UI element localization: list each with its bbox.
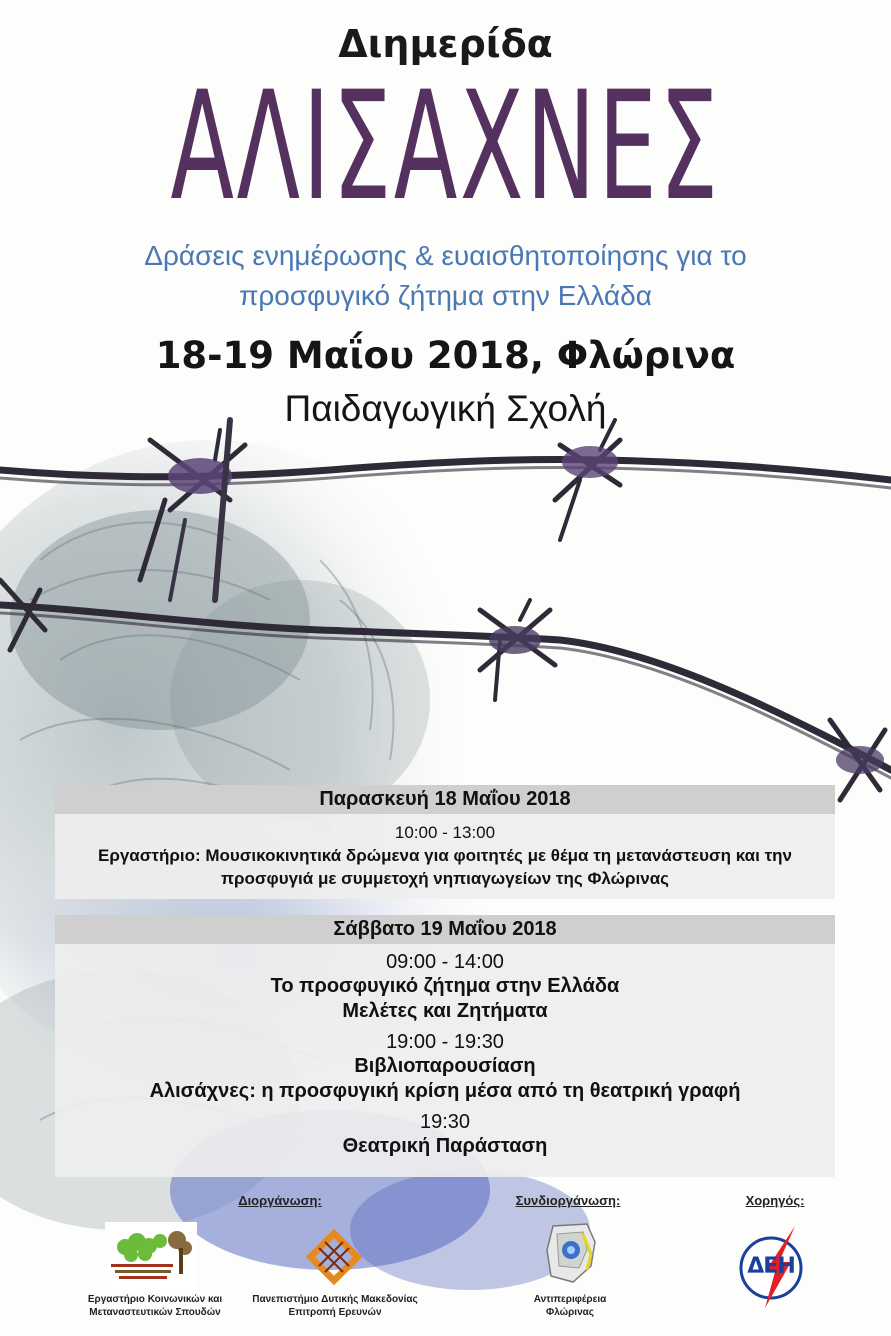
- day1-line-2: προσφυγιά με συμμετοχή νηπιαγωγείων της Φλώρινας: [220, 869, 670, 888]
- event-title: ΑΛΙΣΑΧΝΕΣ: [170, 60, 721, 234]
- region-caption: [500, 1293, 640, 1319]
- lab-caption: [75, 1293, 235, 1319]
- session3-time: 19:30: [419, 1111, 471, 1133]
- coorganizer-label: Συνδιοργάνωση:: [515, 1193, 621, 1208]
- day1-body: [55, 814, 835, 899]
- subtitle-line-2: προσφυγικό ζήτημα στην Ελλάδα: [239, 280, 652, 311]
- lab-caption-line-1: Εργαστήριο Κοινωνικών και: [87, 1294, 223, 1305]
- event-subtitle: [0, 236, 891, 316]
- knot-icon: [305, 1228, 363, 1286]
- university-caption-line-2: Επιτροπή Ερευνών: [288, 1307, 382, 1318]
- session3-line-1: Θεατρική Παράσταση: [342, 1135, 548, 1157]
- session1-line-2: Μελέτες και Ζητήματα: [342, 1000, 548, 1022]
- day1-line-1: Εργαστήριο: Μουσικοκινητικά δρώμενα για φοιτητές με θέμα τη μετανάστευση και την: [97, 846, 792, 865]
- subtitle-line-1: Δράσεις ενημέρωσης & ευαισθητοποίησης για το: [144, 240, 747, 271]
- organizer-label: Διοργάνωση:: [238, 1193, 322, 1208]
- day2-schedule: [55, 915, 835, 1177]
- university-caption-line-1: Πανεπιστήμιο Δυτικής Μακεδονίας: [252, 1294, 418, 1305]
- session1-line-1: Το προσφυγικό ζήτημα στην Ελλάδα: [270, 975, 620, 997]
- event-type: Διημερίδα: [338, 22, 553, 66]
- session1-time: 09:00 - 14:00: [386, 951, 504, 973]
- map-icon: [543, 1220, 599, 1286]
- event-dates: 18-19 Μαΐου 2018, Φλώρινα: [155, 334, 736, 377]
- event-venue: Παιδαγωγική Σχολή: [284, 388, 607, 429]
- sponsor-logo: [735, 1222, 813, 1312]
- day1-schedule: [55, 785, 835, 899]
- session2-line-1: Βιβλιοπαρουσίαση: [354, 1055, 536, 1077]
- sponsor-label: Χορηγός:: [745, 1193, 805, 1208]
- university-caption: [240, 1293, 430, 1319]
- session2-line-2: Αλισάχνες: η προσφυγική κρίση μέσα από τη θεατρική γραφή: [149, 1080, 741, 1102]
- day1-heading: Παρασκευή 18 Μαΐου 2018: [55, 785, 835, 814]
- day1-time: 10:00 - 13:00: [394, 823, 496, 842]
- sponsor-logo-text: ΔΕΗ: [747, 1254, 795, 1279]
- day2-body: [55, 944, 835, 1177]
- university-logo: [305, 1228, 363, 1286]
- region-caption-line-2: Φλώρινας: [546, 1307, 594, 1318]
- day2-heading: Σάββατο 19 Μαΐου 2018: [55, 915, 835, 944]
- lab-caption-line-2: Μεταναστευτικών Σπουδών: [89, 1307, 221, 1318]
- tree-icon: [105, 1222, 197, 1290]
- session2-time: 19:00 - 19:30: [386, 1031, 504, 1053]
- lab-logo: [105, 1222, 197, 1290]
- region-caption-line-1: Αντιπεριφέρεια: [533, 1294, 607, 1305]
- region-logo: [543, 1220, 599, 1286]
